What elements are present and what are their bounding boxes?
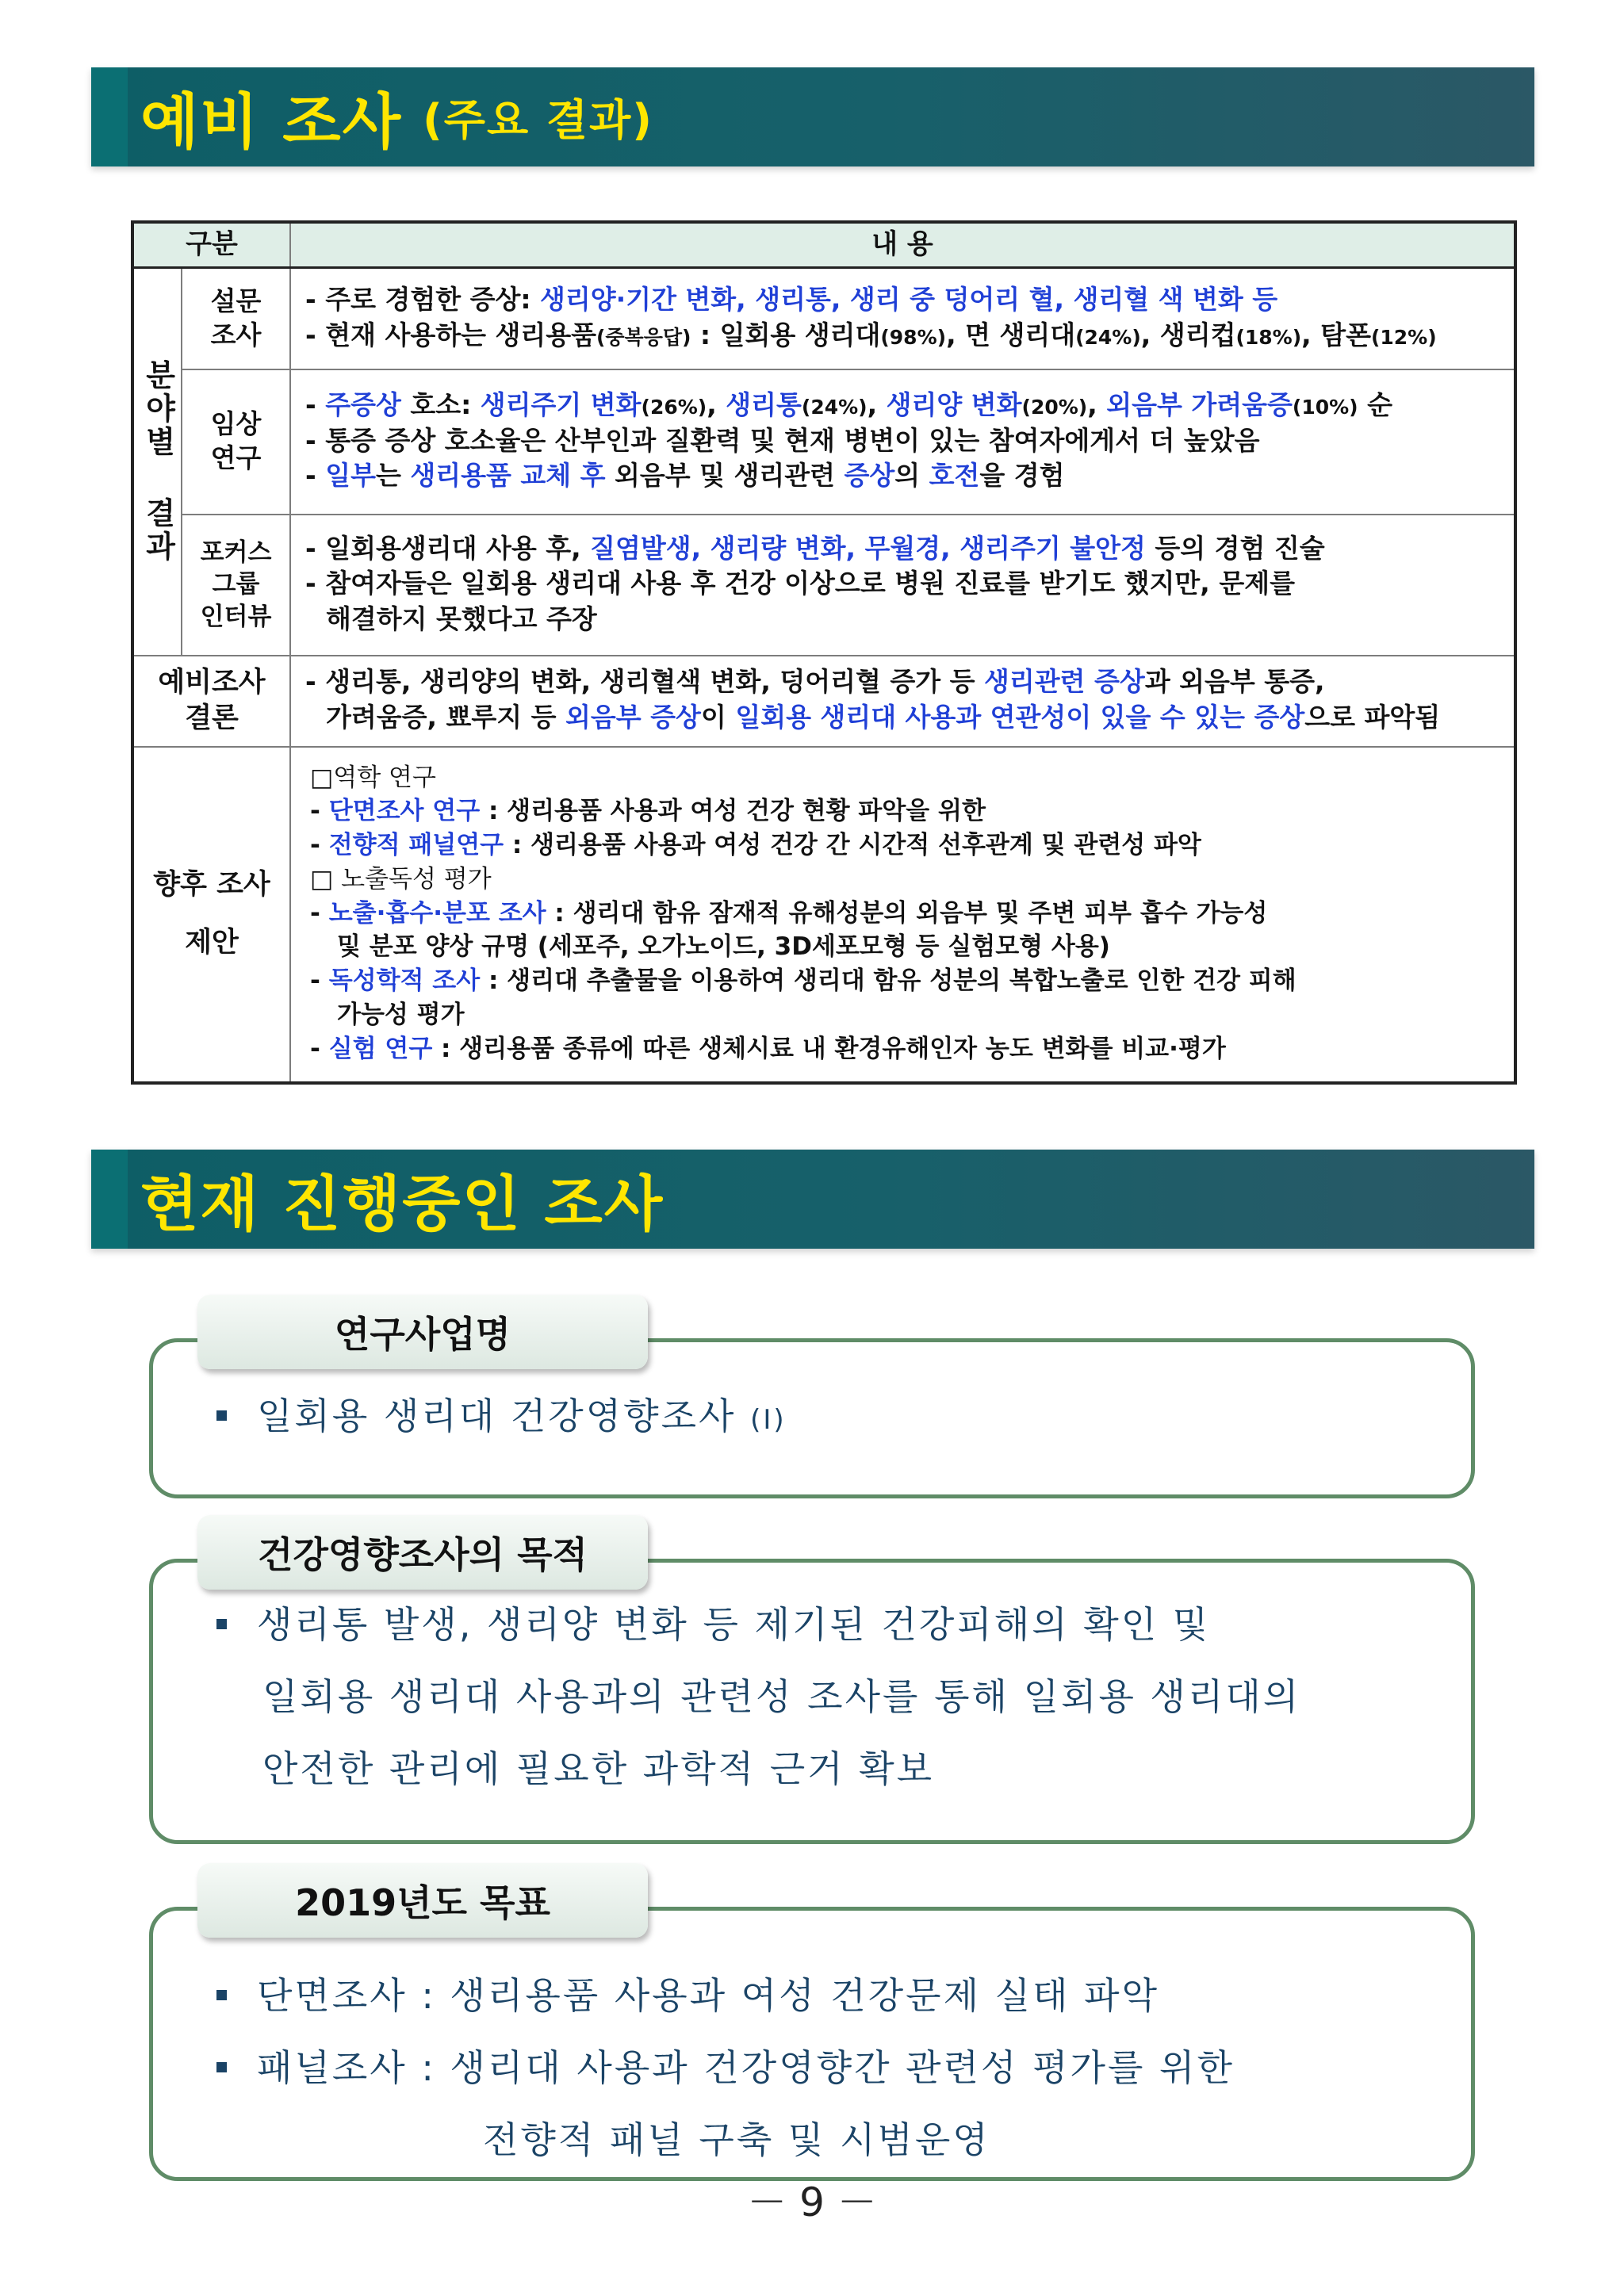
section-banner-preliminary [91,67,1534,166]
row-label-focus: 포커스 그룹 인터뷰 [182,515,290,656]
banner-accent [91,67,128,166]
header-category: 구분 [132,222,290,268]
list-item-cont: 전향적 패널 구축 및 시범운영 [483,2118,990,2161]
table-row-proposal [132,747,1515,1083]
goal-box [149,1881,1475,2181]
table-row-survey [132,268,1515,369]
list-item: 패널조사 : 생리대 사용과 건강영향간 관련성 평가를 위한 [216,2032,1439,2104]
table-row-clinical [132,369,1515,515]
header-content: 내 용 [290,222,1515,268]
proposal-line-3: - 전향적 패널연구 : 생리용품 사용과 여성 건강 간 시간적 선후관계 및 관련성 파악 [310,831,1201,860]
clinical-line-3: - 일부는 생리용품 교체 후 외음부 및 생리관련 증상의 호전을 경험 [305,460,1065,492]
section-subtitle: (주요 결과) [423,95,653,145]
square-bullet-icon [216,1410,227,1421]
proposal-line-8: 가능성 평가 [337,1000,465,1029]
proposal-line-2: - 단면조사 연구 : 생리용품 사용과 여성 건강 현황 파악을 위한 [310,797,986,826]
section-title [140,67,653,166]
purpose-box [149,1533,1475,1844]
preliminary-results-table [131,220,1517,1085]
project-name-body [216,1380,1439,1456]
banner-accent [91,1150,128,1249]
row-label-survey-1: 설문 [210,285,262,316]
row-content-clinical [290,369,1515,515]
proposal-line-5: - 노출·흡수·분포 조사 : 생리대 함유 잠재적 유해성분의 외음부 및 주변 피부 흡수 가능성 [310,898,1268,928]
row-content-proposal [290,747,1515,1083]
row-content-focus [290,515,1515,656]
clinical-line-1: - 주증상 호소: 생리주기 변화(26%), 생리통(24%), 생리양 변화(20%), 외음부 가려움증(10%) 순 [305,389,1392,421]
proposal-line-1: □역학 연구 [310,763,436,792]
proposal-line-7: - 독성학적 조사 : 생리대 추출물을 이용하여 생리대 함유 성분의 복합노출로 인한 건강 피해 [310,966,1297,996]
row-label-conclusion: 예비조사 결론 [132,656,290,747]
square-bullet-icon [216,1619,227,1629]
group-label: 분야별 결과 [140,359,176,564]
goal-label: 2019년도 목표 [197,1863,648,1938]
row-label-survey-2: 조사 [210,319,262,350]
group-label-cell [132,268,182,656]
proposal-line-6: 및 분포 양상 규명 (세포주, 오가노이드, 3D세포모형 등 실험모형 사용) [337,932,1110,962]
survey-line-1: - 주로 경험한 증상: 생리양·기간 변화, 생리통, 생리 중 덩어리 혈, 생리혈 색 변화 등 [305,284,1278,316]
conclusion-line-1: - 생리통, 생리양의 변화, 생리혈색 변화, 덩어리혈 증가 등 생리관련 증상과 외음부 통증, [305,666,1325,698]
section-title: 현재 진행중인 조사 [140,1169,665,1239]
clinical-line-2: - 통증 증상 호소율은 산부인과 질환력 및 현재 병변이 있는 참여자에게서 더 높았음 [305,424,1260,456]
conclusion-line-2: 가려움증, 뾰루지 등 외음부 증상이 일회용 생리대 사용과 연관성이 있을 수 있는 증상으로 파악됨 [326,702,1441,733]
proposal-line-9: - 실험 연구 : 생리용품 종류에 따른 생체시료 내 환경유해인자 농도 변화를 비교·평가 [310,1034,1226,1063]
table-row-conclusion [132,656,1515,747]
focus-line-2: - 참여자들은 일회용 생리대 사용 후 건강 이상으로 병원 진료를 받기도 했지만, 문제를 [305,568,1295,599]
focus-line-1: - 일회용생리대 사용 후, 질염발생, 생리량 변화, 무월경, 생리주기 불안정 등의 경험 진술 [305,532,1325,564]
row-label-survey [182,268,290,369]
project-name-label: 연구사업명 [197,1295,648,1369]
focus-line-3: 해결하지 못했다고 주장 [326,603,597,634]
list-item: 단면조사 : 생리용품 사용과 여성 건강문제 실태 파악 [216,1960,1439,2032]
row-content-conclusion [290,656,1515,747]
project-name-box [149,1313,1475,1498]
list-item-cont: 안전한 관리에 필요한 과학적 근거 확보 [262,1747,935,1790]
goal-body [216,1960,1439,2176]
row-content-survey [290,268,1515,369]
list-item: 일회용 생리대 건강영향조사 (Ⅰ) [216,1380,1439,1456]
purpose-label: 건강영향조사의 목적 [197,1515,648,1590]
section-title-text: 예비 조사 [140,86,403,157]
list-item: 생리통 발생, 생리양 변화 등 제기된 건강피해의 확인 및 [216,1589,1439,1661]
page-number: － 9 － [747,2179,877,2225]
row-label-proposal: 향후 조사 제안 [132,747,290,1083]
row-label-clinical: 임상 연구 [182,369,290,515]
square-bullet-icon [216,1990,227,2000]
purpose-body [216,1589,1439,1805]
list-item-cont: 일회용 생리대 사용과의 관련성 조사를 통해 일회용 생리대의 [262,1675,1301,1718]
proposal-line-4: □ 노출독성 평가 [310,864,492,894]
table-header-row [132,222,1515,268]
square-bullet-icon [216,2062,227,2072]
survey-line-2: - 현재 사용하는 생리용품(중복응답) : 일회용 생리대(98%), 면 생리대(24%), 생리컵(18%), 탐폰(12%) [305,319,1437,350]
table-row-focus-group [132,515,1515,656]
section-banner-ongoing [91,1150,1534,1249]
